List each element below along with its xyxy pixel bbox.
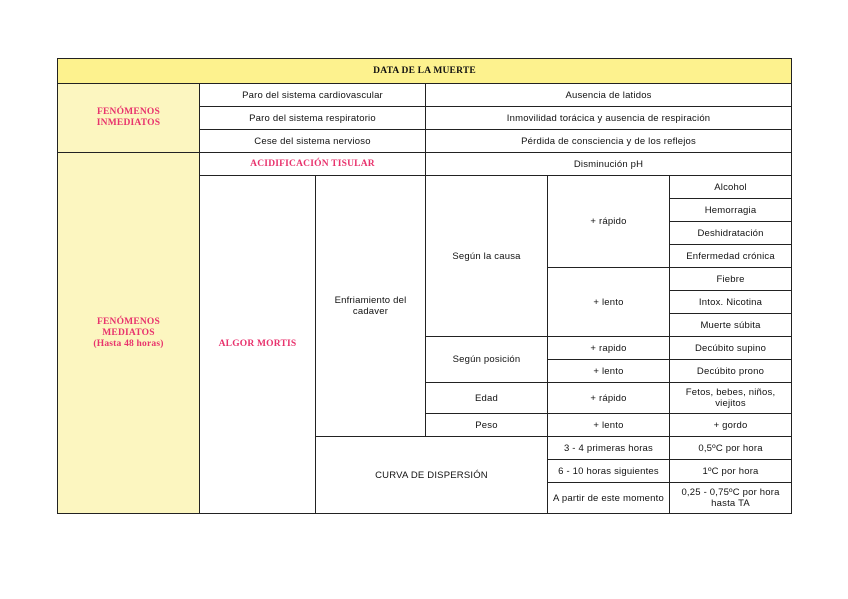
curva-tiempo: 3 - 4 primeras horas [548,437,670,460]
inmediato-fenomeno: Paro del sistema respiratorio [200,107,426,130]
curva-label: CURVA DE DISPERSIÓN [316,437,548,514]
table-title: DATA DE LA MUERTE [58,59,792,84]
enfriamiento-line2: cadaver [352,306,389,317]
algor-mortis-label: ALGOR MORTIS [200,176,316,514]
inmediato-fenomeno: Paro del sistema cardiovascular [200,84,426,107]
causa-lento: + lento [548,268,670,337]
causa-label: Según la causa [426,176,548,337]
peso-speed: + lento [548,414,670,437]
curva-rate [670,437,792,460]
curva-rate-line1: 1ºC por hora [702,465,759,477]
death-timeline-table [57,58,792,514]
causa-rapido-item: Deshidratación [670,222,792,245]
causa-rapido-item: Alcohol [670,176,792,199]
edad-value-line1: Fetos, bebes, niños, [685,387,776,398]
inmediato-fenomeno: Cese del sistema nervioso [200,130,426,153]
causa-lento-item: Intox. Nicotina [670,291,792,314]
causa-lento-item: Muerte súbita [670,314,792,337]
edad-value [670,383,792,414]
curva-tiempo: 6 - 10 horas siguientes [548,460,670,483]
inmediatos-label-line2: INMEDIATOS [96,118,161,128]
posicion-speed: + rapido [548,337,670,360]
mediatos-label-line2: MEDIATOS [102,327,155,338]
posicion-speed: + lento [548,360,670,383]
posicion-label: Según posición [426,337,548,383]
peso-label: Peso [426,414,548,437]
inmediato-signo: Inmovilidad torácica y ausencia de respiración [426,107,792,130]
curva-tiempo: A partir de este momento [548,483,670,514]
curva-rate [670,460,792,483]
curva-rate-line1: 0,25 - 0,75ºC por hora [681,487,780,498]
enfriamiento-label [316,176,426,437]
inmediatos-label-line1: FENÓMENOS [96,107,161,117]
posicion-value: Decúbito supino [670,337,792,360]
inmediatos-label [58,84,200,153]
mediatos-label-line3: (Hasta 48 horas) [93,338,164,349]
acidificacion-value: Disminución pH [426,153,792,176]
peso-value: + gordo [670,414,792,437]
causa-lento-item: Fiebre [670,268,792,291]
enfriamiento-line1: Enfriamiento del [334,295,407,306]
curva-rate-line1: 0,5ºC por hora [698,442,763,454]
causa-rapido-item: Hemorragia [670,199,792,222]
curva-rate [670,483,792,514]
edad-value-line2: viejitos [715,398,746,409]
mediatos-label [58,153,200,514]
mediatos-label-line1: FENÓMENOS [96,316,161,327]
edad-speed: + rápido [548,383,670,414]
posicion-value: Decúbito prono [670,360,792,383]
causa-rapido: + rápido [548,176,670,268]
causa-rapido-item: Enfermedad crónica [670,245,792,268]
inmediato-signo: Ausencia de latidos [426,84,792,107]
edad-label: Edad [426,383,548,414]
acidificacion-label: ACIDIFICACIÓN TISULAR [200,153,426,176]
inmediato-signo: Pérdida de consciencia y de los reflejos [426,130,792,153]
curva-rate-line2: hasta TA [711,498,750,509]
